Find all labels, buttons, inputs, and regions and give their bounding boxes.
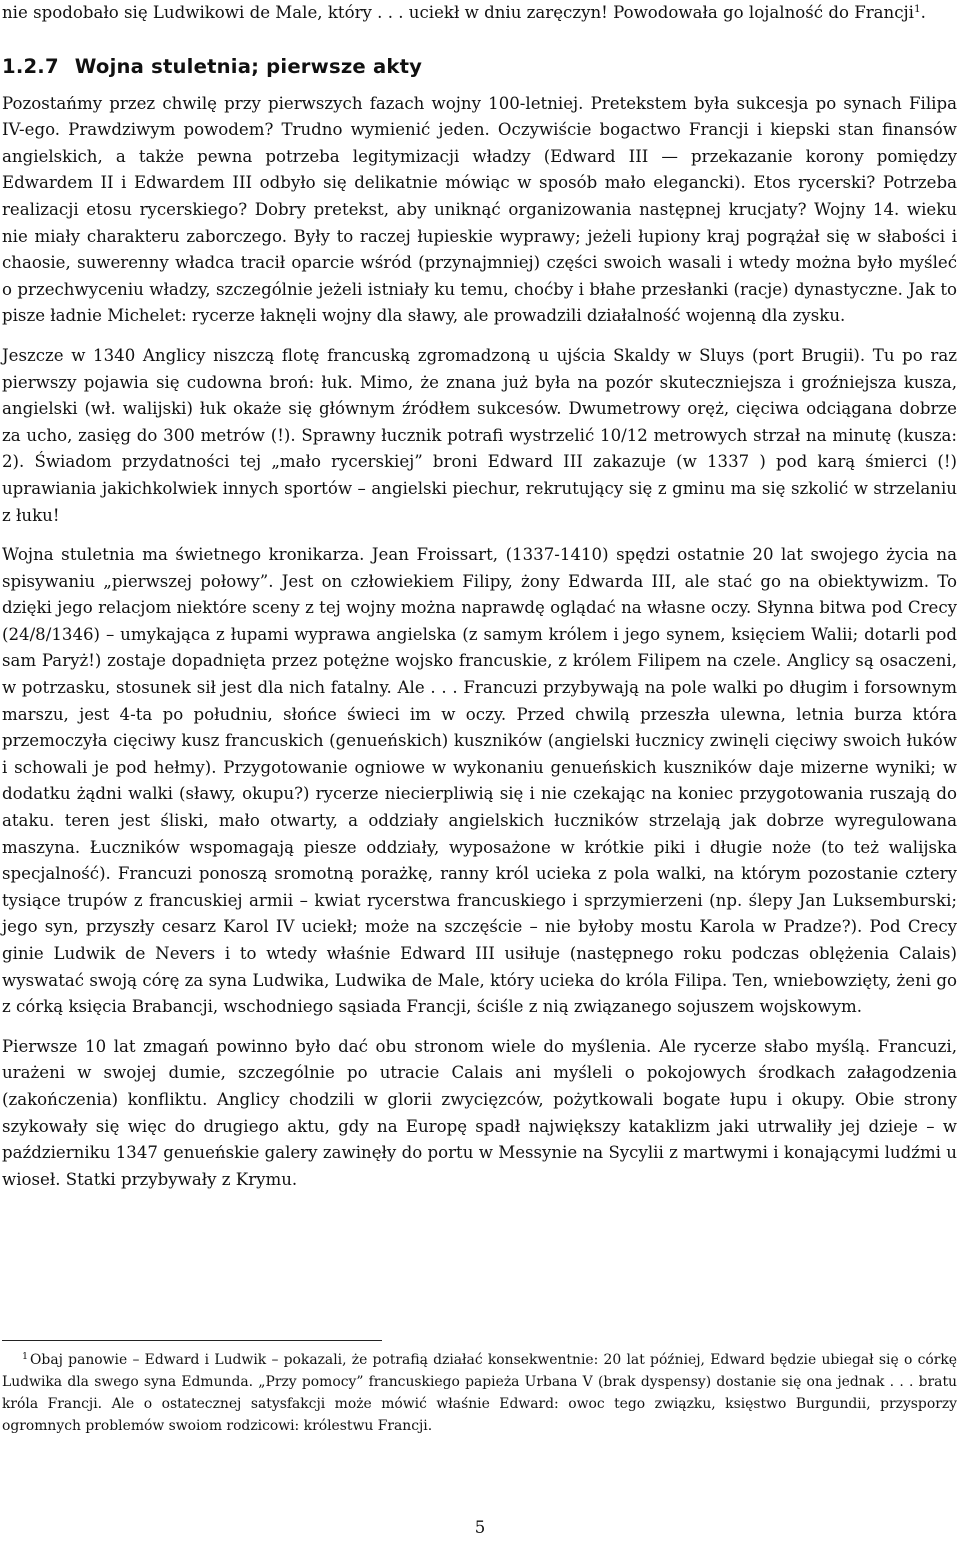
footnote-divider bbox=[2, 1340, 382, 1341]
footnote bbox=[2, 1349, 957, 1437]
footnote-mark: 1 bbox=[22, 1351, 29, 1362]
section-heading bbox=[2, 54, 957, 80]
body-text bbox=[2, 0, 957, 1193]
paragraph-3: Wojna stuletnia ma świetnego kronikarza. Jean Froissart, (1337-1410) spędzi ostatnie 20 lat swojego życia na spisywaniu „pierwszej połowy”. Jest on człowiekiem Filipy, żony Edwarda III, ale stać go na obiektywizm. To dzięki jego relacjom niektóre sceny z tej wojny można naprawdę oglądać na własne oczy. Słynna bitwa pod Crecy (24/8/1346) – umykająca z łupami wyprawa angielska (z samym królem i jego synem, księciem Walii; dotarli pod sam Paryż!) zostaje dopadnięta przez potężne wojsko francuskie, z królem Filipem na czele. Anglicy są osaczeni, w potrzasku, stosunek sił jest dla nich fatalny. Ale . . . Francuzi przybywają na pole walki po długim i forsownym marszu, jest 4-ta po południu, słońce świeci im w oczy. Przed chwilą przeszła ulewna, letnia burza która przemoczyła cięciwy kusz francuskich (genueńskich) kuszników (angielski łucznicy zwinęli cięciwy swoich łuków i schowali je pod hełmy). Przygotowanie ogniowe w wykonaniu genueńskich kuszników daje mizerne wyniki; w dodatku żądni walki (sławy, okupu?) rycerze niecierpliwią się i nie czekając na koniec przygotowania ruszają do ataku. teren jest śliski, mało otwarty, a oddziały angielskich łuczników strzelają jak dobrze wyregulowana maszyna. Łuczników wspomagają piesze oddziały, wyposażone w krótkie piki i długie noże (to też walijska specjalność). Francuzi ponoszą sromotną porażkę, ranny król ucieka z pola walki, na którym pozostanie cztery tysiące trupów z francuskiej armii – kwiat rycerstwa francuskiego i sprzymierzeni (np. ślepy Jan Luksemburski; jego syn, przyszły cesarz Karol IV uciekł; może na szczęście – nie byłoby mostu Karola w Pradze?). Pod Crecy ginie Ludwik de Nevers i to wtedy właśnie Edward III usiłuje (następnego roku podczas oblężenia Calais) wyswatać swoją córę za syna Ludwika, Ludwika de Male, który ucieka do króla Filipa. Ten, wniebowzięty, żeni go z córką księcia Brabancji, wschodniego sąsiada Francji, ściśle z nią związanego sojuszem wojskowym. bbox=[2, 545, 957, 1017]
section-number: 1.2.7 bbox=[2, 54, 59, 78]
intro-end: . bbox=[920, 3, 926, 22]
paragraph-1: Pozostańmy przez chwilę przy pierwszych fazach wojny 100-letniej. Pretekstem była sukcesja po synach Filipa IV-ego. Prawdziwym powodem? Trudno wymienić jeden. Oczywiście bogactwo Francji i kiepski stan finansów angielskich, a także pewna potrzeba legitymizacji władzy (Edward III — przekazanie korony pomiędzy Edwardem II i Edwardem III odbyło się delikatnie mówiąc w sposób mało elegancki). Etos rycerski? Potrzeba realizacji etosu rycerskiego? Dobry pretekst, aby uniknąć organizowania następnej krucjaty? Wojny 14. wieku nie miały charakteru zaborczego. Były to raczej łupieskie wyprawy; jeżeli łupiony kraj pogrążał się w słabości i chaosie, suwerenny władca tracił oparcie wśród (przynajmniej) części swoich wasali i wtedy można było myśleć o przechwyceniu władzy, szczególnie jeżeli istniały ku temu, choćby i błahe przesłanki (racje) dynastyczne. Jak to pisze ładnie Michelet: rycerze łaknęli wojny dla sławy, ale prowadzili działalność wojenną dla zysku. bbox=[2, 93, 957, 326]
intro-paragraph bbox=[2, 0, 957, 27]
paragraph-4: Pierwsze 10 lat zmagań powinno było dać obu stronom wiele do myślenia. Ale rycerze słabo myślą. Francuzi, urażeni w swojej dumie, szczególnie po utracie Calais ani myśleli o pokojowych środkach załagodzenia (zakończenia) konfliktu. Anglicy chodzili w glorii zwycięzców, pożytkowali bogate łupu i okupy. Obie strony szykowały się więc do drugiego aktu, gdy na Europę spadł największy kataklizm jaki utrwaliły jej dzieje – w październiku 1347 genueńskie galery zawinęły do portu w Messynie na Sycylii z martwymi i konającymi ludźmi u wioseł. Statki przybywały z Krymu. bbox=[2, 1036, 957, 1189]
footnote-text: Obaj panowie – Edward i Ludwik – pokazali, że potrafią działać konsekwentnie: 20 lat później, Edward będzie ubiegał się o córkę Ludwika dla swego syna Edmunda. „Przy pomocy” francuskiego papieża Urbana V (brak dyspensy) dostanie się ona jednak . . . bratu króla Francji. Ale o ostatecznej satysfakcji może mówić właśnie Edward: owoc tego związku, księstwo Burgundii, przysporzy ogromnych problemów swoiom rodzicowi: królestwu Francji. bbox=[2, 1352, 957, 1434]
intro-text: nie spodobało się Ludwikowi de Male, który . . . uciekł w dniu zaręczyn! Powodowała go lojalność do Francji bbox=[2, 3, 914, 22]
page-number: 5 bbox=[474, 1518, 486, 1537]
footnote-reference: 1 bbox=[913, 3, 921, 15]
section-title: Wojna stuletnia; pierwsze akty bbox=[74, 54, 423, 78]
paragraph-2: Jeszcze w 1340 Anglicy niszczą flotę francuską zgromadzoną u ujścia Skaldy w Sluys (port Brugii). Tu po raz pierwszy pojawia się cudowna broń: łuk. Mimo, że znana już była na pozór skuteczniejsza i groźniejsza kusza, angielski (wł. walijski) łuk okaże się głównym źródłem sukcesów. Dwumetrowy oręż, cięciwa odciągana dobrze za ucho, zasięg do 300 metrów (!). Sprawny łucznik potrafi wystrzelić 10/12 metrowych strzał na minutę (kusza: 2). Świadom przydatności tej „mało rycerskiej” broni Edward III zakazuje (w 1337 ) pod karą śmierci (!) uprawiania jakichkolwiek innych sportów – angielski piechur, rekrutujący się z gminu ma się szkolić w strzelaniu z łuku! bbox=[2, 345, 957, 525]
